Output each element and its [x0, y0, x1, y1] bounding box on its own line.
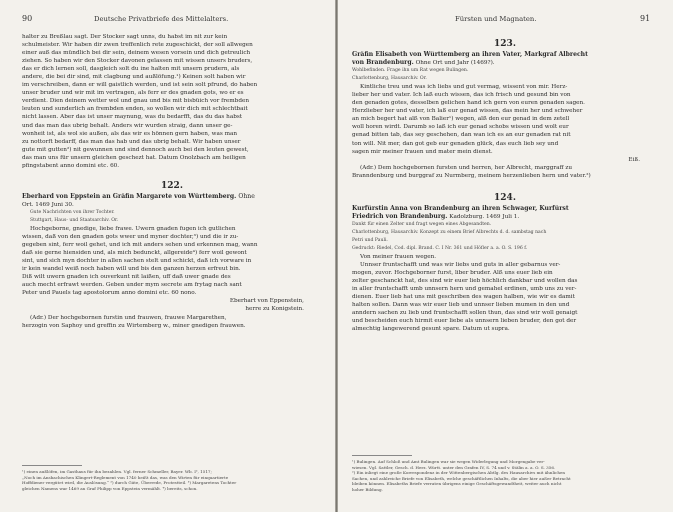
text-line: gegeben sint, ferr woil gehet, und ich mit anders sehen und erkennen mag, wann: [22, 242, 258, 249]
text-line: verdient. Dien deinem wetter wol und gnau und bis mit bisbüich vor frembden: [22, 98, 249, 105]
text-line: daß sie gerne hiensiden und, als mich bedunckt, allgereide⁴) ferr woil gewont: [22, 250, 247, 257]
text-line: einer auß das mündlich bei dir sein, deinem wesen vorsein und dich getreulich: [22, 50, 251, 57]
text-line: halten sollen. Dann was wir euer lieb und unnser lieben mumen in den und: [352, 302, 570, 309]
letter-title-124: Kurfürstin Anna von Brandenburg an ihren Schwager, Kurfürst: [352, 204, 569, 212]
footnotes-right: [352, 459, 658, 493]
text-line: in aller fruntschafft umb unnsern hern und gemahel erdinen, umb uns zu ver-: [352, 286, 577, 293]
letter-title-123: Gräfin Elisabeth von Württemberg an ihren Vater, Markgraf Albrecht: [352, 51, 588, 58]
left-body-text: [22, 33, 322, 330]
footnote-line: hoher Bildung.: [352, 486, 383, 492]
text-line: ton will. Nit mer, dan got geb eur genaden glück, das euch lieb sey und: [352, 140, 559, 147]
text-line: wonheit ist, als wol sie außen, als das wir es hönnen gern haben, was man: [22, 130, 238, 137]
source-note-122: Gute Nachrichten von ihrer Tochter.: [30, 209, 115, 215]
text-line: Hochgeborne, gnedige, liebe frawe. Uwern gnaden fugen ich gutlichen: [30, 225, 236, 232]
archive-124: Charlottenburg, Hausarchiv. Konzept zu einem Brief Albrechts d. d. sambstag nach: [352, 229, 547, 235]
address-123-line-2: Branndenburg und burggraf zu Nurmberg, meinem herzenlieben hern und vater.²): [352, 172, 591, 179]
text-line: Kintliche treu und was ich liebs und gut vermag, wissent von mir. Herz-: [360, 84, 568, 91]
letter-title-124-cont: Friedrich von Brandenburg. Kadolzburg. 1469 Juli 1.: [352, 212, 520, 220]
page-number-left: 90: [22, 14, 33, 23]
page-number-right: 91: [640, 14, 651, 23]
signature-123: Eiß.: [628, 156, 640, 163]
address-line-2: herzogin von Saphoy und greffin zu Wirtemberg w., miner gnedigen frauwen.: [22, 322, 246, 329]
text-line: lieber her und vater. Ich laß euch wissen, das ich frisch und gesund bin von: [352, 92, 571, 99]
right-page: [338, 0, 673, 512]
text-line: sint, und sich myn dochter in allen sachen stelt und schickt, daß ich vorware in: [22, 258, 252, 265]
text-line: sagen mir meiner frauen und mater mein dienst.: [352, 148, 493, 155]
text-line: an mich begert hat alß von Balier¹) wegen, alß den eur genad in dem zetell: [352, 116, 570, 123]
signature-line-2: herre zu Konigstein.: [245, 306, 304, 313]
text-line: anndern sachen zu lieb und fruntschafft sollen thun, das sind wir woll genaigt: [352, 310, 578, 317]
running-head-right: Fürsten und Magnaten.: [455, 15, 537, 23]
text-line: Herzlieber her und vater, ich laß eur genad wissen, das mein her und schweher: [352, 108, 583, 115]
footnote-rule-left: [22, 465, 82, 466]
letter-date-122: Ort. 1469 Juni 30.: [22, 201, 74, 208]
letter-number-123: 123.: [494, 39, 516, 49]
text-line: leuten und sunderlich an frembden enden, so wollen wir dich mit schlechtbait: [22, 106, 248, 113]
text-line: und das man das ubrig behalt. Anders wir wurden straig, dann unser ge-: [22, 122, 233, 129]
note-124: Dankt für einen Zelter und fragt wegen eines Abgesandten.: [352, 221, 492, 227]
text-line: das er dich lernen soll, dasgleich solt du ine halten mit unsern prudern, als: [22, 66, 240, 73]
text-line: das man uns für unsern gleichen geschezt hat. Datum Onolzbach am heiligen: [22, 154, 246, 161]
archive-note-122: Stuttgart, Haus- und Staatsarchiv. Or.: [30, 217, 119, 223]
letter-title-122: Eberhard von Eppstein an Gräfin Margarete von Württemberg. Ohne: [22, 192, 255, 200]
salutation-124: Von meiner frauen wegen.: [360, 254, 437, 261]
text-line: halter zu Breßlau sagt. Der Stocker sagt unns, du habst im nit zur kein: [22, 34, 228, 40]
text-line: und bescheiden euch hirmit euer liebe als unnsern lieben bruder, den got der: [352, 318, 577, 325]
note-123: Wohlbefinden. Frage ihn um Rat wegen Bulingen.: [352, 68, 469, 74]
text-line: gute mit gutten²) nit gewunnen und sind dennoch auch bei den leuten gewest,: [22, 146, 249, 153]
footnote-line: bleiben können. Elisabeths Briefe verraten übrigens einige Geschäftsgewandtheit, weiter auch nicht: [352, 481, 562, 487]
archive-124-cont: Petri und Pauli.: [352, 237, 388, 243]
text-line: auch mecht erfrawt werden. Geben under mym secrete am frytag nach sant: [22, 282, 242, 289]
printed-124: Gedruckt: Riedel, Cod. dipl. Brand. C. I Nr. 361 und Höfler a. a. O. S. 196 f.: [352, 245, 528, 251]
text-line: zu nottorft bedarff, das man das hab und das ubrig behalt. Wir haben unser: [22, 138, 241, 145]
footnote-line: Sachen, und zahlreiche Briefe von Elisabeth, welche geschäftlichen Inhalts, die aber hier außer Betracht: [352, 475, 571, 481]
text-line: ir kein wandel weiß noch haben will und bis den ganzen herzen erfreut bin.: [22, 266, 241, 273]
left-page: [0, 0, 335, 512]
text-line: genad bitten tab, das sey geschehen, dan wan ich es an eur genaden rat nit: [352, 132, 571, 139]
text-line: mogen, zuvor. Hochgeborner furst, liber bruder. Alß uns euer lieb ein: [352, 270, 553, 277]
text-line: den genaden gotes, desselben gelichen hand ich gern von euren genaden sagen.: [352, 100, 585, 107]
text-line: unser bruder und wir mit im vertragen, als ferr er des gnaden gots, wo er es: [22, 90, 244, 97]
text-line: ziehen. So haben wir den Stocker davonen gelassen mit wissen unsers bruders,: [22, 58, 253, 65]
letter-number-122: 122.: [161, 180, 183, 191]
text-line: schulmeister. Wir haben dir zwen treffenlich rete zugeschickt, der soll allwegen: [22, 42, 253, 49]
footnote-line: „Noch im Ansbachischen Klingert-Reglement von 1740 heißt das, was den Wirten für einquartierte: [22, 474, 229, 480]
text-line: nicht lassen. Aber das ist unser maynung, was du bedarfft, das du das habst: [22, 114, 243, 121]
footnote-rule-right: [352, 455, 412, 456]
address-123-line-1: (Adr.) Dem hochgebornen fursten und herren, her Albrecht, marggraff zu: [360, 164, 573, 171]
text-line: Unnser fruntschafft und was wir liebs und guts in aller gebarnus ver-: [360, 262, 561, 269]
running-head-left: Deutsche Privatbriefe des Mittelalters.: [94, 15, 229, 23]
footnote-line: ²) Ein inliegt eine große Korrespondenz in der Wittenbergischen Abtlg. des Hausarchivs mit ähnlichen: [352, 470, 566, 476]
footnote-line: wiesen. Vgl. Sattler, Gesch. d. Herz. Württ. unter den Grafen IV, S. 74 und v. Stälin a. a. O. S. 356.: [352, 464, 556, 470]
text-line: dienen. Euer lieb hat uns mit geschriben des wagen halben, wie wir es damit: [352, 294, 575, 301]
letter-number-124: 124.: [494, 192, 516, 203]
text-line: Diß wilt uwern gnaden ich ouverkunt nit laißen, uff daß uwer gnade des: [22, 274, 231, 281]
text-line: wissen, daß von den gnaden gots wwer und myner dochter,³) und die ir zu-: [22, 234, 239, 241]
address-line-1: (Adr.) Der hochgebornen furstin und frauwen, frauwe Margarethen,: [30, 314, 227, 321]
letter-title-123-cont: von Brandenburg. Ohne Ort und Jahr (1469?).: [352, 59, 495, 67]
footnote-line: Hoffdiener vergütet wird, die Auslösung.“ ²) durch Güte, Überrede, Protestteil. ³) Margaretens Tochter: [22, 480, 237, 486]
footnote-line: ¹) einen außlöfen, im Gasthaus für ihn bezahlen. Vgl. ferner Schmeller, Bayer. Wb. I², 1517;: [22, 469, 212, 474]
text-line: andere, die bei dir sind, mit clagbung und außlöfung.¹) Keinen solt haben wir: [22, 74, 246, 81]
text-line: zelter geschanckt hat, des sind wir euer lieb höchlich dankbar und wollen das: [352, 278, 578, 285]
text-line: woll horen wirdt. Darumb so laß ich eur genad schobs wissen und wolt eur: [352, 124, 569, 131]
text-line: pfingstabent anno domini etc. 60.: [22, 162, 120, 169]
text-line: im verschreiben, dann er will gaistlich werden, und ist sein solt pfrund, do haben: [22, 82, 258, 89]
footnote-line: gleichen Namens war 1469 an Graf Philipp von Eppstein vermählt. ⁴) bereits, schon.: [22, 485, 198, 491]
text-line: Peter und Pauels tag apostolorum anno domini etc. 60 nono.: [22, 290, 197, 297]
text-line: almechtig langewerend gesunt spare. Datum ut supra.: [352, 326, 510, 333]
footnotes-left: [22, 469, 322, 491]
footnote-line: ¹) Bulingen. Auf Schloß und Amt Bulingen war sie wegen Widerlegung und Morgengabe ver-: [352, 459, 545, 464]
archive-123: Charlottenburg, Hausarchiv. Or.: [352, 76, 427, 82]
signature-line-1: Eberhart von Eppenstein,: [229, 298, 304, 305]
right-body-text: [352, 38, 658, 334]
